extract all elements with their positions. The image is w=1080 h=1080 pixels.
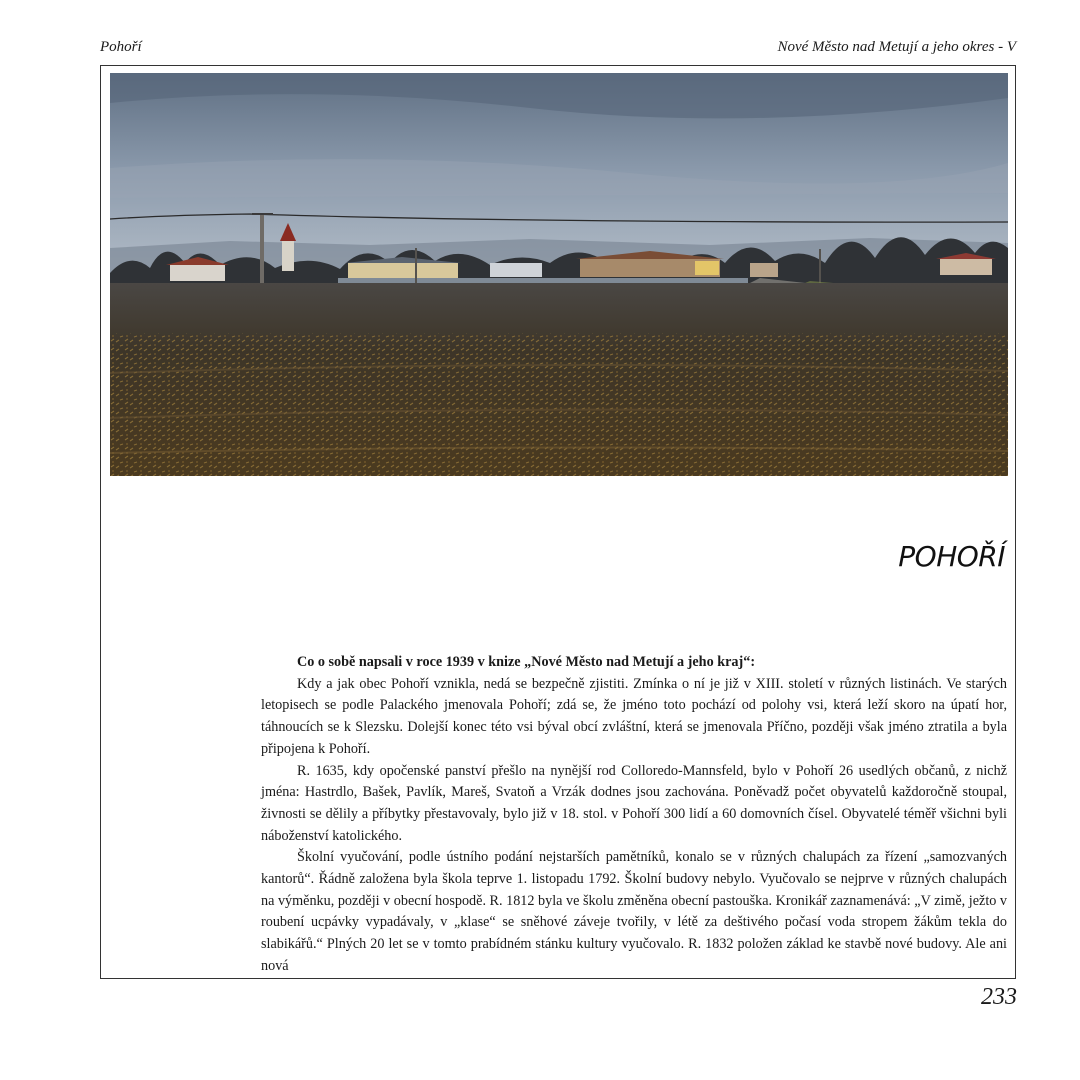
page-frame [100, 65, 1016, 979]
page-number: 233 [981, 984, 1017, 1010]
paragraph: Kdy a jak obec Pohoří vznikla, nedá se bezpečně zjistiti. Zmínka o ní je již v XIII. století v různých listinách. Ve starých letopisech se podle Palackého jmenovala Pohoří; zdá se, že jméno toto pochází od polohy vsi, která leží skoro na úpatí hor, táhnoucích se k Slezsku. Dolejší konec této vsi býval obcí zvláštní, která se jmenovala Příčno, později však jméno ztratila a byla připojena k Pohoří. [261, 675, 1007, 757]
lead-paragraph: Co o sobě napsali v roce 1939 v knize „Nové Město nad Metují a jeho kraj“: [297, 654, 756, 670]
chapter-title: POHOŘÍ [898, 540, 1005, 573]
body-text [261, 652, 1007, 978]
running-header-left: Pohoří [100, 39, 142, 55]
paragraph: R. 1635, kdy opočenské panství přešlo na nynější rod Colloredo-Mannsfeld, bylo v Pohoří 26 usedlých občanů, z nichž jména: Hastrdlo, Bašek, Pavlík, Mareš, Svatoň a Vrzák dodnes jsou zachována. Poněvadž počet obyvatelů každoročně stoupal, živnosti se dělily a příbytky přestavovaly, bylo již v 18. stol. v Pohoří 300 lidí a 60 domovních čísel. Obyvatelé téměř všichni byli náboženství katolického. [261, 762, 1007, 844]
landscape-photo [110, 73, 1008, 476]
running-header-right: Nové Město nad Metují a jeho okres - V [777, 39, 1016, 55]
paragraph: Školní vyučování, podle ústního podání nejstarších pamětníků, konalo se v různých chalupách za řízení „samozvaných kantorů“. Řádně založena byla škola teprve 1. listopadu 1792. Školní budovy nebylo. Vyučovalo se nejprve v různých chalupách na výměnku, později v obecní hospodě. R. 1812 byla ve školu změněna obecní pastouška. Kronikář zaznamenává: „V zimě, ježto v roubení ucpávky vypadávaly, v „klase“ se sněhové záveje tvořily, v létě za deštivého počasí voda stropem žákům tekla do slabikářů.“ Plných 20 let se v tomto prabídném stánku kultury vyučovalo. R. 1832 položen základ ke stavbě nové budovy. Ale ani nová [261, 849, 1007, 974]
